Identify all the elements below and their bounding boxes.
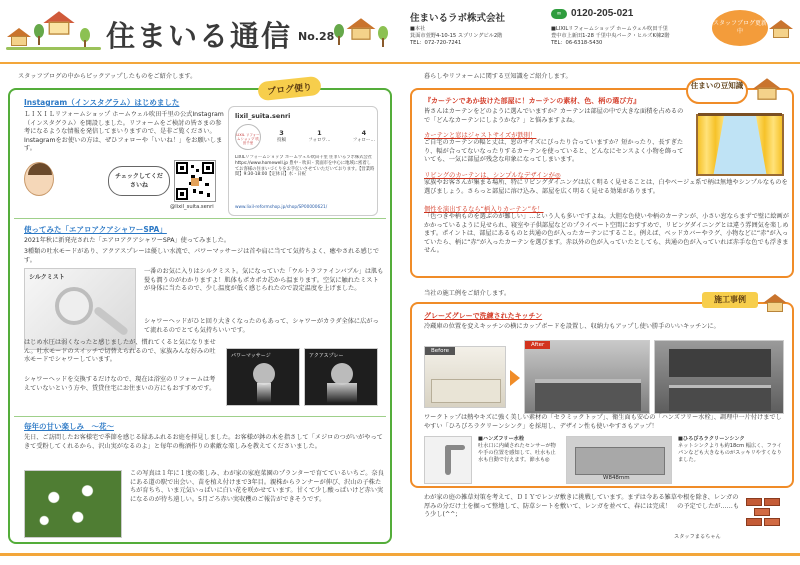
flower-strawberry: この写真は１年に１度の楽しみ、わが家の家庭菜園のプランターで育てているいちご。奈良にある道の駅で出会い、苗を植え付けまで3年目。親株からランナーが伸び、沢山の子株たちが育ちち、いま元気いっぱいに白い花を咲かせています。甘くて少し酸っぱいけど赤い実になるのが待ち遠しい。5月ごろ赤い実収穫のご報告ができそうです。	[130, 470, 384, 503]
tree-icon	[378, 26, 388, 48]
office-main-address: 箕面市萱野4-10-15 スプリングビル2階	[410, 33, 503, 40]
curtain-pattern: 「色つきや柄ものを選ぶのが難しい」…という人も多いですよね。大胆な色使いや柄のカーテンが、小さい窓ならまずで壁に絵画がかかっているように見せられ、寝室や子供部屋などのプライベート空間におすすめで、リビングダイニングとは違う雰囲気を楽しめます。ポイントは、部屋にあるものと共通の色が入ったカーテンにすること。例えば、ベッドカバーやラグ、小物などに“赤”が入っていたら、柄に“赤”が入ったカーテンを選びます。赤以外の色が入っていたとしても、共通の色が入っていれば赤手な色でも浮きません。	[424, 213, 789, 255]
works-summary: 冷蔵庫の位置を変えキッチンの横にカップボードを設置し、収納力もアップし使い勝手のいいキッチンに。	[424, 323, 720, 330]
sink-size-label: W848mm	[603, 475, 630, 481]
curtain-illustration	[696, 114, 784, 176]
ground-line	[6, 47, 101, 50]
works-tag: 施工事例	[702, 292, 758, 308]
curtain-sub1: カーテンと窓はジャストサイズが鉄則！	[424, 132, 537, 139]
freedial-icon: ∞	[551, 9, 567, 19]
freedial-number[interactable]: 0120-205-021	[571, 8, 634, 19]
aqua-spray-photo	[304, 348, 378, 406]
faucet-info	[478, 436, 560, 464]
flower-story: 先日、ご訪問したお客様宅で季節を感じる緑あふれるお庭を拝見しました。お客様が鉢の木を指さして「メジロのつがいがやってきて受粉してくれるから、沢山実がなるのよ」と毎年の梅酒作りの素敵な楽しみを教えてくださいました。	[24, 434, 383, 450]
footer-line	[0, 553, 800, 556]
sink-title: ■ひろびろラクリーンシンク	[678, 436, 745, 442]
sink-text: ネットシンクよりも約18cm 幅広く、フライパンなども大きなものがスッキリやすくなりました。	[678, 443, 782, 464]
house-icon	[764, 294, 786, 312]
works-intro: 当社の施工例をご紹介します。	[424, 290, 511, 297]
before-label: Before	[425, 347, 455, 355]
trivia-tag: 住まいの豆知識	[686, 78, 748, 104]
photo-label: アクアスプレー	[309, 353, 344, 359]
house-icon	[45, 11, 74, 34]
curtain-size: ご自宅のカーテンの幅と丈は、窓のサイズにぴったり合っていますか？短かったり、長すぎたり、幅が合ってないなったりするカーテンを使っていると、どんなにセンスよく小物を飾っていても、一気に部屋が残念な印象になってしまいます。	[424, 139, 684, 164]
stat-posts: 3 投稿	[277, 129, 286, 143]
profile-stats	[277, 129, 375, 143]
staff-avatar	[24, 162, 54, 196]
works-heading: グレーズグレーで洗練されたキッチン	[424, 312, 543, 320]
office-branch-address: 豊中市上新田1-28 千里中央パーク・ヒルズK棟2階	[551, 33, 670, 40]
newsletter-header	[0, 0, 800, 62]
stat-following[interactable]: 4 フォロー…	[352, 129, 375, 143]
shower-heading: 使ってみた「エアロアクアシャワーSPA」	[24, 225, 167, 234]
after-photo-1	[524, 340, 650, 414]
right-intro: 暮らしやリフォームに関する豆知識をご紹介します。	[424, 73, 572, 80]
newsletter-title: 住まいる通信	[106, 19, 293, 53]
strawberry-flower-photo	[24, 470, 122, 538]
profile-url-link[interactable]: www.lixil-reformshop.jp/shop/SP00000621/	[235, 205, 328, 210]
shower-pressure: はじめ水圧は弱くなったと感じましたが、慣れてくると気になりません。吐水モードのスイッチで切替えられるので、家族みんな好みの吐水モードでシャワーしています。	[24, 339, 216, 364]
office-branch-tel: TEL：06-6318-5430	[551, 40, 603, 47]
profile-bio: LIXILリフォームショップ ホームウェル吹田千里 住まいるラボ株式会社 https://www.homewell.jp 豊中・吹田・箕面市を中心に地域に密着してお客様の住まいづくりをお手伝いさせていただいております。【営業時間】9:30-18:00【定休日】水・日祝	[235, 155, 375, 178]
tree-icon	[34, 24, 44, 46]
section-divider	[14, 218, 386, 219]
curtain-intro: 皆さんはカーテンをどのように選んでいますか？カーテンは部屋の中で大きな面積を占めるので「どんなカーテンにしようかな？」と悩みますよね。	[424, 108, 684, 124]
blog-tag: ブログ便り	[257, 76, 322, 101]
sink-info	[678, 436, 786, 464]
header-divider	[0, 62, 800, 64]
after-label: After	[525, 341, 550, 349]
arrow-icon	[510, 370, 520, 386]
office-main-tel: TEL：072-720-7241	[410, 40, 462, 47]
shower-modes: 3種類の吐水モードがあり、アクアスプレーは優しい水流で、パワーマッサージは首や肩に当てて気持ちよく、癒やされる感じです。	[24, 248, 380, 264]
curtain-sub2: リビングのカーテンは、シンプルなデザインが◎	[424, 172, 561, 179]
flower-heading: 毎年の甘い楽しみ ～花～	[24, 422, 114, 431]
curtain-living: 家族やお客さんが集まる場所、特にリビングダイニングは広く明るく見せることは、白やベージュ系で柄は無地やシンプルなものを選びましょう。さらっと部屋に溶け込み、部屋を広く明るく見せる効果があります。	[424, 179, 788, 195]
left-intro: スタッフブログの中からピックアップしたものをご紹介します。	[18, 73, 197, 80]
profile-username: lixil_suita.senri	[235, 112, 291, 120]
tree-icon	[334, 24, 344, 46]
office-main-label: ■本社	[410, 26, 426, 32]
staff-blog-badge: スタッフブログ更新中	[712, 10, 768, 46]
faucet-photo	[424, 436, 472, 484]
qr-label: @lixil_suita.senri	[170, 204, 214, 210]
works-features: ワークトップは熱やキズに強く美しい素材の「セラミックトップ」、衛生面も安心の「ハンズフリー水栓」、調理中一片付けまでしやすい「ひろびろラクリーンシンク」を採用し、デザイン性も使いやすさもアップ！	[424, 414, 782, 430]
company-name: 住まいるラボ株式会社	[410, 13, 506, 24]
shower-head-photo	[24, 268, 136, 350]
photo-label: パワーマッサージ	[231, 353, 271, 359]
after-photo-2	[654, 340, 784, 414]
speech-bubble: チェックしてくださいね	[108, 166, 170, 196]
photo-label: シルクミスト	[29, 274, 65, 281]
instagram-profile-card[interactable]	[228, 106, 378, 216]
issue-number: No.28	[298, 30, 335, 43]
shower-size: シャワーヘッドがひと回り大きくなったのもあって、シャワーがカラダ全体に広がって流れるのでとても気持ちいいです。	[144, 318, 379, 334]
office-branch-label: ■LIXILリフォームショップ ホームウェル吹田千里	[551, 26, 668, 32]
closing-note: わが家の庭の雑草対策を考えて、ＤＩＹでレンガ敷きに挑戦しています。まずは今ある雑草や根を除き、レンガの厚みの分だけ土を掘って整地して、防草シートを敷いて、レンガを並べて、春には完成！ の予定でしたが……もう少し(^^;	[424, 494, 740, 519]
office-branch	[551, 26, 706, 47]
insta-body: ＬＩＸＩＬリフォームショップ ホームウェル吹田千里の公式Instagram（インスタグラム）を開設しました。リフォームをご検討の皆さまの参考になるような情報を発信してまいりますので、是非ご覧ください。Instagramをお使いの方は、ぜひフォローや「いいね！」をお願いします。	[24, 111, 224, 153]
power-massage-photo	[226, 348, 300, 406]
insta-heading: Instagram（インスタグラム）はじめました	[24, 98, 180, 107]
curtain-heading: 『カーテンであか抜けた部屋に！カーテンの素材、色、柄の選び方』	[424, 97, 641, 105]
faucet-text: 吐水口に内蔵されたセンサーが物や手の位置を感知して、吐水も止水も自動で行えます。節水も◎	[478, 443, 556, 464]
sink-photo	[566, 436, 672, 484]
house-icon	[770, 20, 792, 38]
profile-avatar: LIXIL リフォームショップ 吹田千里	[235, 124, 261, 150]
shower-intro: 2021年秋に新発売された「エアロアクアシャワーSPA」使ってみました。	[24, 237, 231, 244]
shower-head-icon	[55, 287, 93, 325]
closing-signature: スタッフまるちゃん	[674, 534, 721, 540]
house-icon	[754, 78, 780, 100]
office-main	[410, 26, 545, 47]
shower-favorite: 一番のお気に入りはシルクミスト。気になっていた「ウルトラファインバブル」は肌も髪も潤うのがわかりますよ！肌体もポカポカ芯から温まります。空気に触れたミストが身体に当たるので、少し温度が低く感じられたので設定温度を上げました。	[144, 268, 384, 293]
brick-illustration	[746, 498, 782, 530]
house-icon	[8, 28, 30, 46]
shower-recommend: シャワーヘッドを交換するだけなので、現在は浴室のリフォームは考えていないという方や、賃貸住宅にお住まいの方にもおすすめです。	[24, 376, 216, 392]
qr-code-icon[interactable]	[174, 160, 216, 202]
section-divider	[14, 416, 386, 417]
before-photo	[424, 346, 506, 408]
curtain-sub3: 個性を演出するなら“柄入りカーテン”を！	[424, 206, 544, 213]
faucet-title: ■ハンズフリー水栓	[478, 436, 525, 442]
house-icon	[348, 18, 374, 40]
stat-followers[interactable]: 1 フォロワ…	[308, 129, 331, 143]
